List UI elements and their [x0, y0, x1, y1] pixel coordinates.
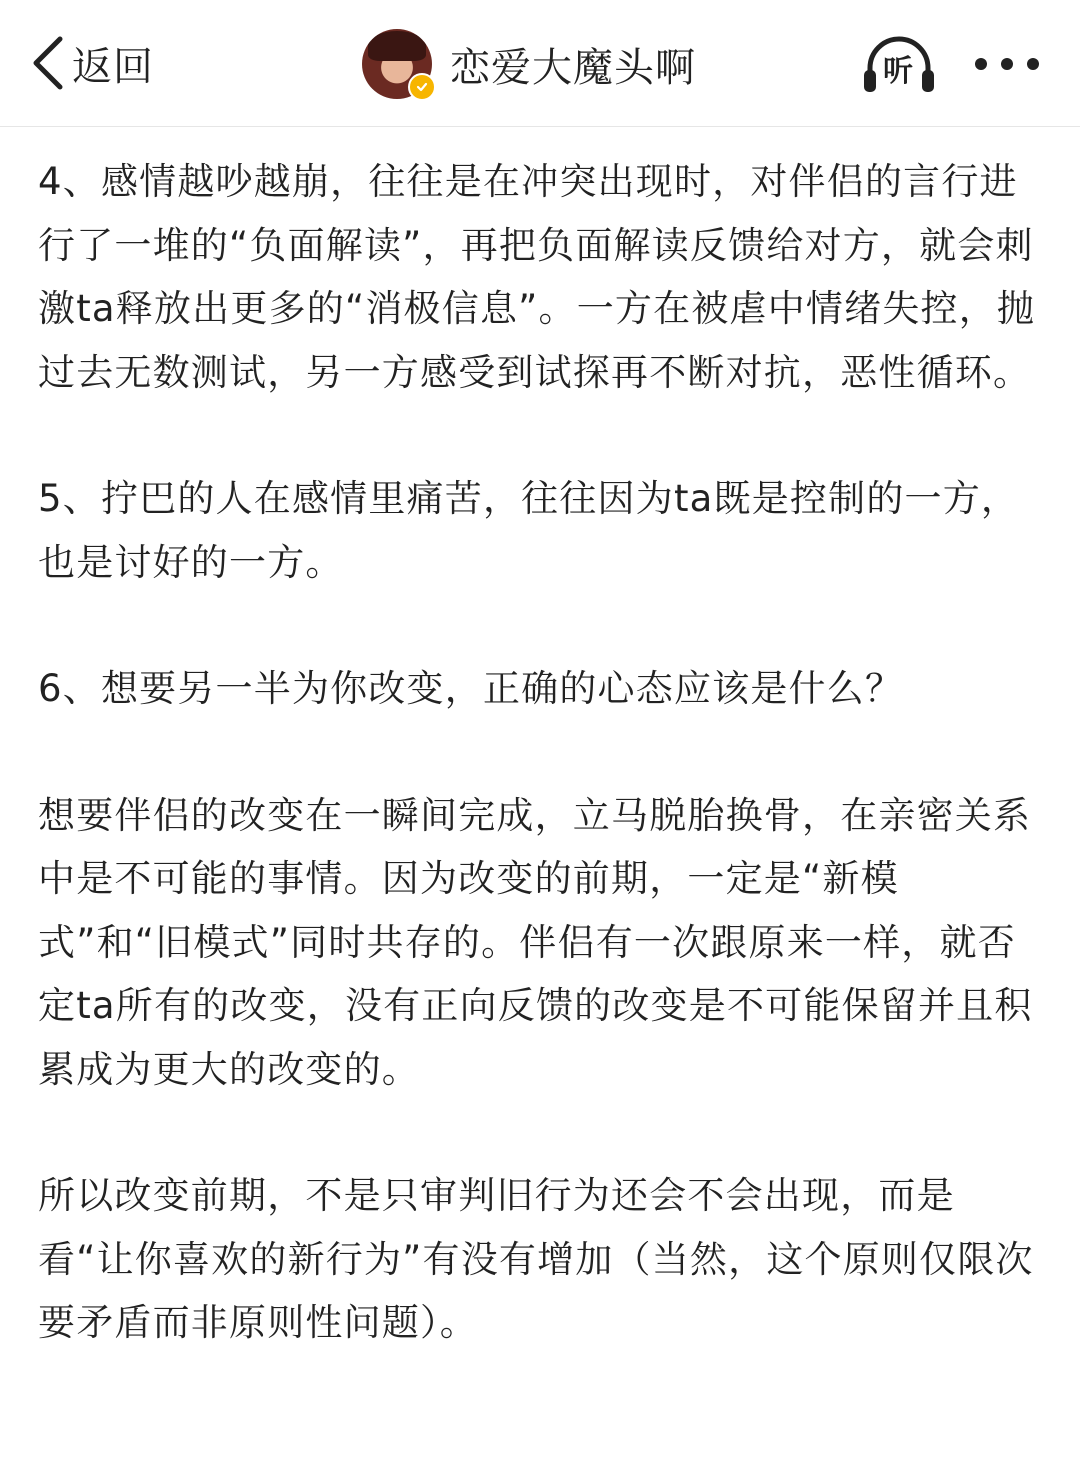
- author-name: 恋爱大魔头啊: [450, 44, 696, 91]
- top-navigation-bar: [0, 0, 1080, 127]
- listen-button[interactable]: [862, 34, 936, 94]
- article-paragraph: 4、感情越吵越崩，往往是在冲突出现时，对伴侣的言行进行了一堆的“负面解读”，再把负面解读反馈给对方，就会刺激ta释放出更多的“消极信息”。一方在被虐中情绪失控，抛过去无数测试，另一方感受到试探再不断对抗，恶性循环。: [38, 160, 1036, 394]
- chevron-left-icon: [30, 35, 66, 91]
- author-profile[interactable]: [362, 28, 696, 100]
- more-dots-icon: [972, 44, 1042, 84]
- article-paragraph: 6、想要另一半为你改变，正确的心态应该是什么？: [38, 667, 904, 710]
- listen-label: 听: [883, 54, 913, 89]
- article-body: [38, 150, 1048, 1418]
- back-button[interactable]: [30, 30, 154, 96]
- back-label: 返回: [72, 43, 154, 90]
- article-paragraph: 5、拧巴的人在感情里痛苦，往往因为ta既是控制的一方，也是讨好的一方。: [38, 477, 1020, 584]
- more-button[interactable]: [972, 44, 1042, 84]
- verified-badge-icon: [408, 73, 436, 101]
- article-paragraph: 想要伴侣的改变在一瞬间完成，立马脱胎换骨，在亲密关系中是不可能的事情。因为改变的前期，一定是“新模式”和“旧模式”同时共存的。伴侣有一次跟原来一样，就否定ta所有的改变，没有正向反馈的改变是不可能保留并且积累成为更大的改变的。: [38, 793, 1033, 1091]
- article-paragraph: 所以改变前期，不是只审判旧行为还会不会出现，而是看“让你喜欢的新行为”有没有增加（当然，这个原则仅限次要矛盾而非原则性问题）。: [38, 1174, 1034, 1344]
- avatar[interactable]: [362, 29, 432, 99]
